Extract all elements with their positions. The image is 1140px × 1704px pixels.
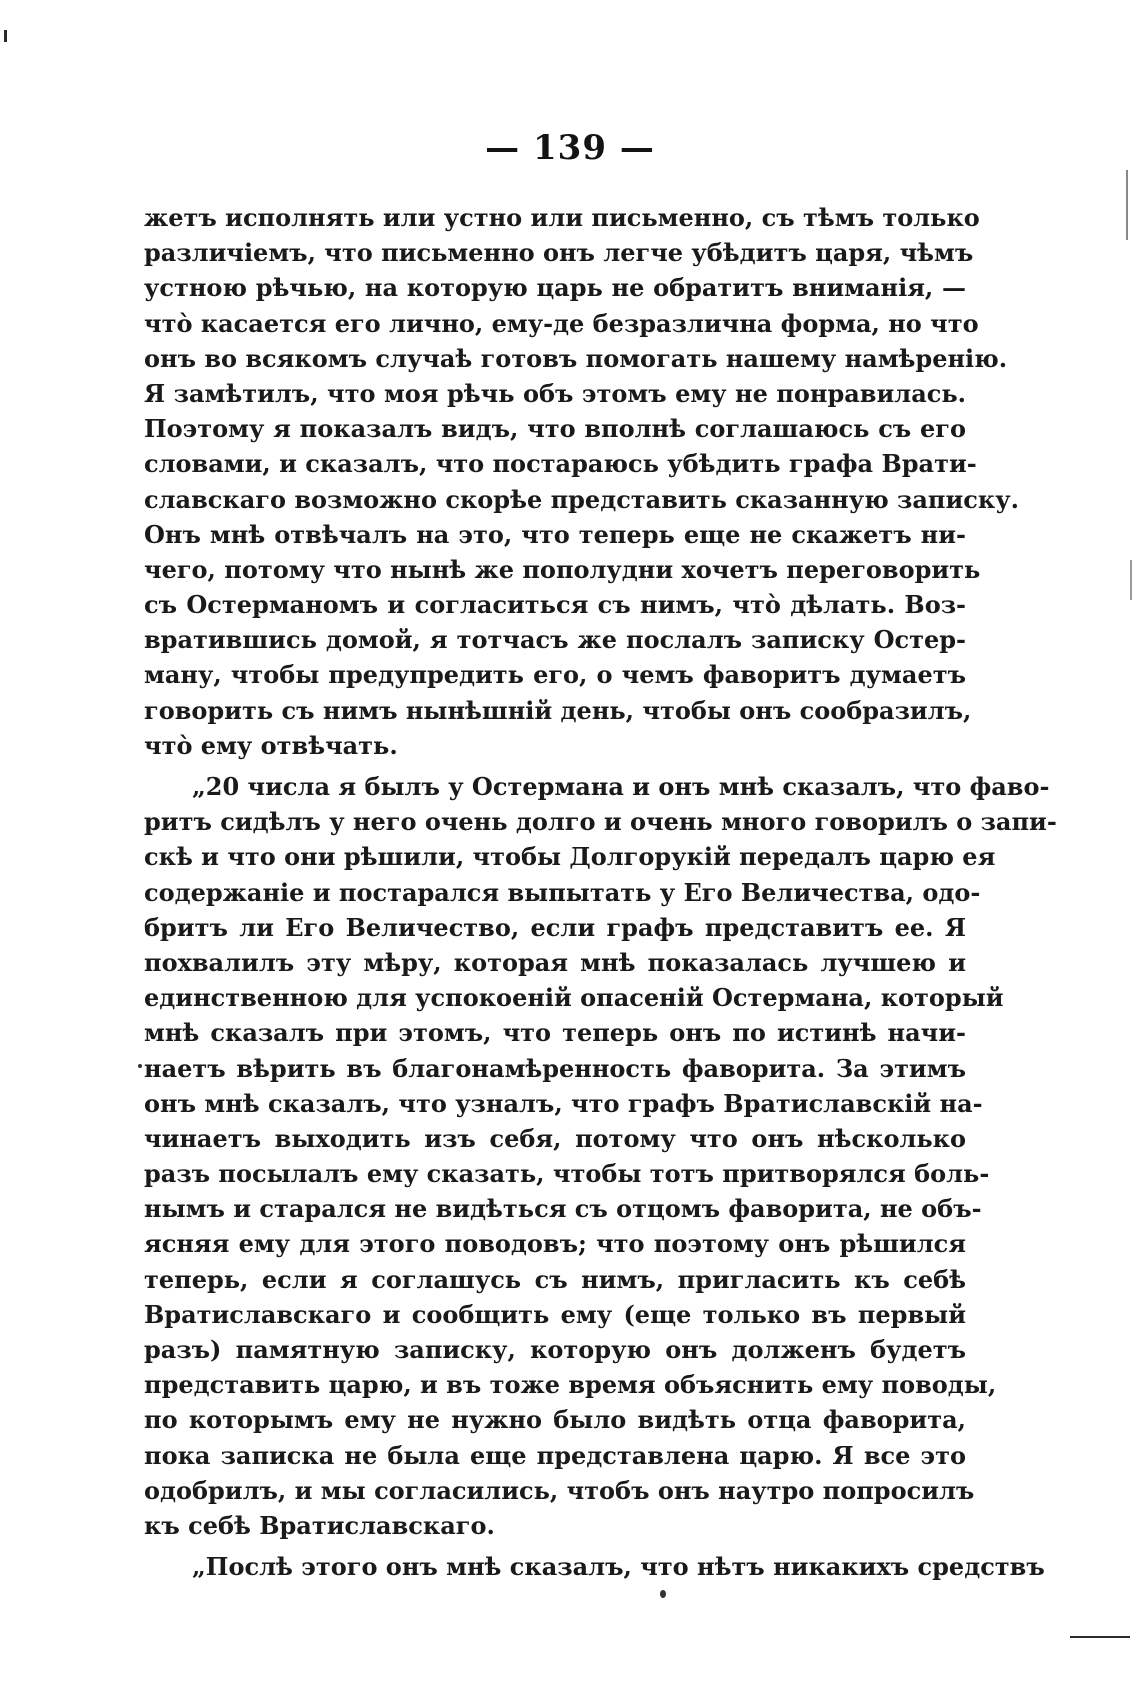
text-line: ясняя ему для этого поводовъ; что поэтому онъ рѣшился [144,1229,966,1259]
paragraph [144,200,1019,763]
text-line: чего, потому что нынѣ же пополудни хочетъ переговорить [144,554,981,584]
text-line: чинаетъ выходить изъ себя, потому что онъ нѣсколько [144,1123,966,1153]
text-line: Вратиславскаго и сообщить ему (еще только въ первый [144,1299,966,1329]
text-line: наетъ вѣрить въ благонамѣренность фаворита. За этимъ [144,1053,966,1083]
text-line: съ Остерманомъ и согласиться съ нимъ, что̀ дѣлать. Воз- [144,590,966,620]
paragraph [144,769,1057,1543]
page-number: — 139 — [485,128,655,168]
text-line: „20 числа я былъ у Остермана и онъ мнѣ сказалъ, что фаво- [192,772,1050,801]
text-line: одобрилъ, и мы согласились, чтобъ онъ наутро попросилъ [144,1475,975,1505]
text-line: что̀ касается его лично, ему-де безразлична форма, но что [144,308,979,338]
text-line: къ себѣ Вратиславскаго. [144,1510,495,1540]
text-line: словами, и сказалъ, что постараюсь убѣдить графа Врати- [144,449,977,479]
body-text [144,200,1057,1584]
scan-speck-left [138,1064,142,1068]
text-line: жетъ исполнять или устно или письменно, съ тѣмъ только [144,203,980,232]
text-line: ману, чтобы предупредить его, о чемъ фаворитъ думаетъ [144,660,966,690]
text-line: различіемъ, что письменно онъ легче убѣдитъ царя, чѣмъ [144,238,974,268]
text-line: единственною для успокоеній опасеній Остермана, который [144,983,1004,1013]
paragraph [144,1549,1045,1584]
text-line: теперь, если я соглашусь съ нимъ, пригласить къ себѣ [144,1264,966,1294]
text-line: пока записка не была еще представлена царю. Я все это [144,1440,966,1470]
text-line: содержаніе и постарался выпытать у Его Величества, одо- [144,877,981,907]
text-line: онъ во всякомъ случаѣ готовъ помогать нашему намѣренію. [144,343,1008,373]
text-line: мнѣ сказалъ при этомъ, что теперь онъ по истинѣ начи- [144,1018,966,1048]
text-line: скѣ и что они рѣшили, чтобы Долгорукій передалъ царю ея [144,842,996,872]
text-line: „Послѣ этого онъ мнѣ сказалъ, что нѣтъ никакихъ средствъ [192,1552,1045,1582]
text-line: бритъ ли Его Величество, если графъ представитъ ее. Я [144,912,966,942]
text-line: Я замѣтилъ, что моя рѣчь объ этомъ ему не понравилась. [144,378,966,408]
text-line: вратившись домой, я тотчасъ же послалъ записку Остер- [144,625,966,655]
scan-mark-right-edge-2 [1130,560,1132,600]
text-line: ритъ сидѣлъ у него очень долго и очень много говорилъ о запи- [144,807,1057,837]
text-line: представить царю, и въ тоже время объяснить ему поводы, [144,1370,997,1400]
text-line: устною рѣчью, на которую царь не обратитъ вниманія, — [144,273,966,303]
scan-mark-right-edge [1126,170,1128,240]
text-line: Поэтому я показалъ видъ, что вполнѣ соглашаюсь съ его [144,414,966,444]
text-line: говорить съ нимъ нынѣшній день, чтобы онъ сообразилъ, [144,695,972,725]
text-line: по которымъ ему не нужно было видѣть отца фаворита, [144,1405,966,1435]
text-line: нымъ и старался не видѣться съ отцомъ фаворита, не объ- [144,1194,982,1224]
text-line: разъ посылалъ ему сказать, чтобы тотъ притворялся боль- [144,1159,990,1189]
scan-mark-bottom-right [1070,1636,1130,1638]
text-line: Онъ мнѣ отвѣчалъ на это, что теперь еще не скажетъ ни- [144,519,966,549]
text-line: славскаго возможно скорѣе представить сказанную записку. [144,484,1019,514]
text-line: что̀ ему отвѣчать. [144,730,398,760]
scan-mark-top-left [4,30,7,42]
text-line: разъ) памятную записку, которую онъ долженъ будетъ [144,1335,966,1364]
text-line: онъ мнѣ сказалъ, что узналъ, что графъ Вратиславскій на- [144,1088,983,1118]
scan-speck-bottom [660,1590,666,1598]
text-line: похвалилъ эту мѣру, которая мнѣ показалась лучшею и [144,947,966,977]
